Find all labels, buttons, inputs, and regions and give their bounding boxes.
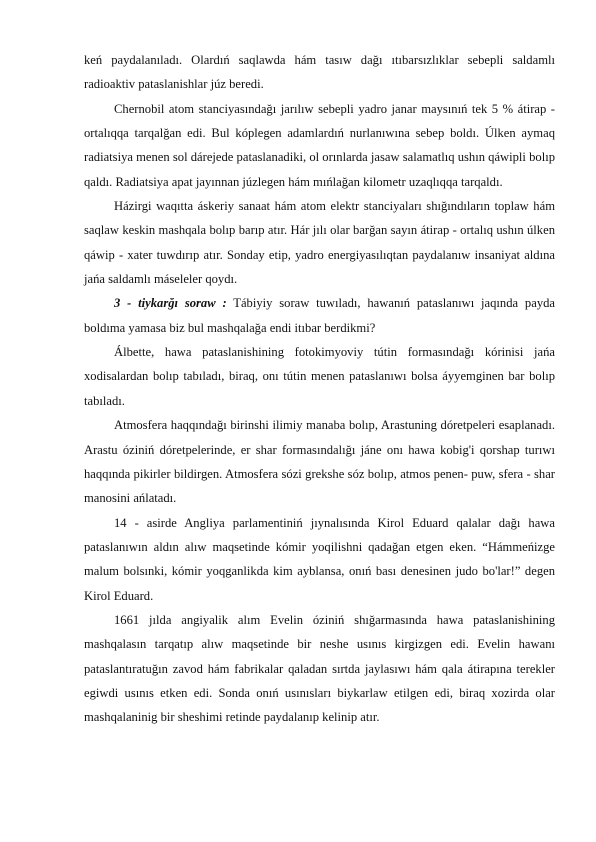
paragraph-nuclear-waste: Házirgi waqıtta áskeriy sanaat hám atom elektr stanciyaları shığındıların toplaw hám saqlaw keskin mashqala bolıp barıp atır. Hár jılı olar barğan sayın átirap - ortalıq ushın úlken qáwip - xater tuwdırıp atır. Sonday etip, yadro energiyasılıqtan paydalanıw insaniyat aldına jańa saldamlı máseleler qoydı. — [84, 199, 555, 287]
paragraph-aristotle: Atmosfera haqqındağı birinshi ilimiy manaba bolıp, Arastuning dóretpeleri esaplanadı. Arastu óziniń dóretpelerinde, er shar formasındalığı jáne onı hawa kobig'i qorshap turıwı haqqında pikirler bildirgen. Atmosfera sózi grekshe sóz bolıp, atmos penen- puw, sfera - shar manosini ańlatadı. — [84, 418, 555, 506]
paragraph-king-edward: 14 - asirde Angliya parlamentiniń jıynalısında Kirol Eduard qalalar dağı hawa pataslanıwın aldın alıw maqsetinde kómir yoqilishni qadağan etgen eken. “Hámmeńizge malum bolsınki, kómir yoqganlikda kim ayblansa, onıń bası denesinen judo bo'lar!” degen Kirol Eduard. — [84, 515, 555, 603]
paragraph-chernobyl: Chernobil atom stanciyasındağı jarılıw sebepli yadro janar maysınıń tek 5 % átirap - ortalıqqa tarqalğan edi. Bul kóplegen adamlardıń nurlanıwına sebep boldı. Úlken aymaq radiatsiya menen sol dárejede pataslanadiki, ol orınlarda jasaw salamatlıq ushın qáwipli bolıp qaldı. Radiatsiya apat jayınnan júzlegen hám mıńlağan kilometr uzaqlıqqa tarqaldı. — [84, 101, 555, 189]
document-page — [84, 48, 555, 730]
paragraph-continuation: keń paydalanıladı. Olardıń saqlawda hám tasıw dağı ıtıbarsızlıklar sebepli saldamlı radioaktiv pataslanishlar júz beredi. — [84, 53, 555, 92]
paragraph-evelyn: 1661 jılda angiyalik alım Evelin óziniń shığarmasında hawa pataslanishining mashqalasın tarqatıp alıw maqsetinde bir neshe usınıs kirgizgen edi. Evelin hawanı pataslantıratuğın zavod hám fabrikalar qaladan sırtda jaylasıwı hám qala átirapına terekler egiwdi usınıs etken edi. Sonda onıń usınısları biykarlaw etilgen edi, biraq xozirda olar mashqalaninig bir sheshimi retinde paydalanıp kelinip atır. — [84, 612, 555, 725]
question-label: 3 - tiykarğı soraw : — [114, 296, 227, 311]
paragraph-smog: Álbette, hawa pataslanishining fotokimyoviy tútin formasındağı kórinisi jańa xodisalardan bolıp tabıladı, biraq, onı tútin menen pataslanıwı bolsa áyyemginen bar bolıp tabıladı. — [84, 345, 555, 408]
question-text: Tábiyiy soraw tuwıladı, hawanıń pataslanıwı jaqında payda boldıma yamasa biz bul mashqalağa endi itıbar berdikmi? — [84, 296, 556, 335]
paragraph-main-question — [84, 291, 555, 340]
